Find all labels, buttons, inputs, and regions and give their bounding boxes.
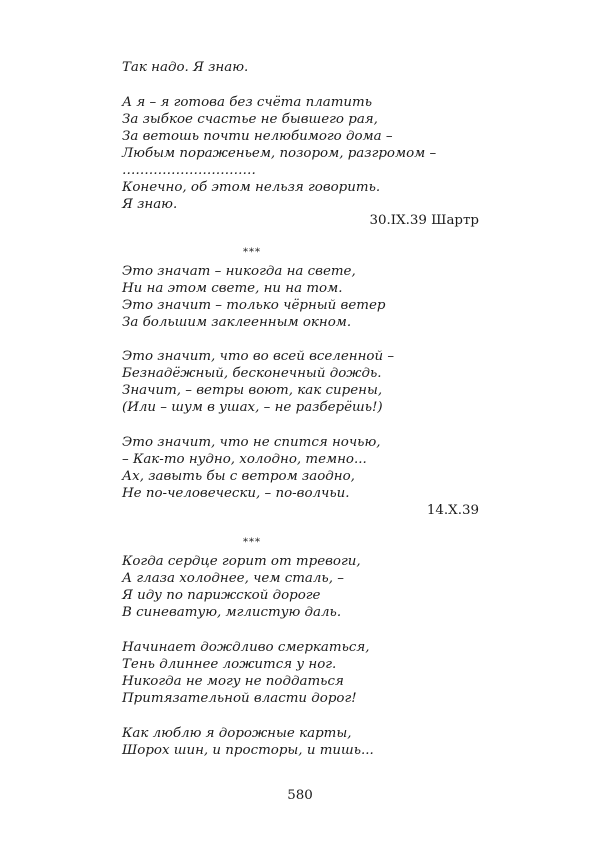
poem-line: Так надо. Я знаю. (122, 60, 249, 75)
poem-date: 14.X.39 (426, 503, 479, 518)
poem-line: Тень длиннее ложится у ног. (122, 657, 337, 672)
poem-line: А я – я готова без счёта платить (122, 95, 373, 110)
poem-line: За ветошь почти нелюбимого дома – (122, 129, 393, 144)
poem-line: – Как-то нудно, холодно, темно... (122, 452, 367, 467)
poem-line: За зыбкое счастье не бывшего рая, (122, 112, 378, 127)
poem-line: Безнадёжный, бесконечный дождь. (122, 366, 382, 381)
poem-line: Не по-человечески, – по-волчьи. (122, 486, 350, 501)
poem-line: Притязательной власти дорог! (122, 691, 357, 706)
poem-line: За большим заклеенным окном. (122, 315, 352, 330)
poem-line: Это значит, что во всей вселенной – (122, 349, 395, 364)
poem-line: Ах, завыть бы с ветром заодно, (122, 469, 355, 484)
poem-line: Это значат – никогда на свете, (122, 264, 356, 279)
poem-line: В синеватую, мглистую даль. (122, 605, 342, 620)
poem-separator: *** (243, 537, 261, 548)
poem-line: (Или – шум в ушах, – не разберёшь!) (122, 400, 383, 415)
poem-line: Любым пораженьем, позором, разгромом – (122, 146, 437, 161)
poem-line: Я иду по парижской дороге (122, 588, 321, 603)
poem-line: Шорох шин, и просторы, и тишь... (122, 743, 374, 758)
poem-line: Это значит, что не спится ночью, (122, 435, 381, 450)
poem-line: Никогда не могу не поддаться (122, 674, 344, 689)
poem-line: Ни на этом свете, ни на том. (122, 281, 343, 296)
poem-line: Значит, – ветры воют, как сирены, (122, 383, 383, 398)
poem-line: А глаза холоднее, чем сталь, – (122, 571, 344, 586)
poem-line: Когда сердце горит от тревоги, (122, 554, 361, 569)
poem-line: Как люблю я дорожные карты, (122, 726, 352, 741)
poem-date: 30.IX.39 Шартр (369, 213, 479, 228)
poem-line: Я знаю. (122, 197, 178, 212)
page-number: 580 (287, 788, 313, 803)
poem-line: Начинает дождливо смеркаться, (122, 640, 370, 655)
poem-line: Конечно, об этом нельзя говорить. (122, 180, 381, 195)
poem-separator: *** (243, 247, 261, 258)
poem-ellipsis-line: ………………………… (122, 163, 256, 178)
poem-line: Это значит – только чёрный ветер (122, 298, 386, 313)
